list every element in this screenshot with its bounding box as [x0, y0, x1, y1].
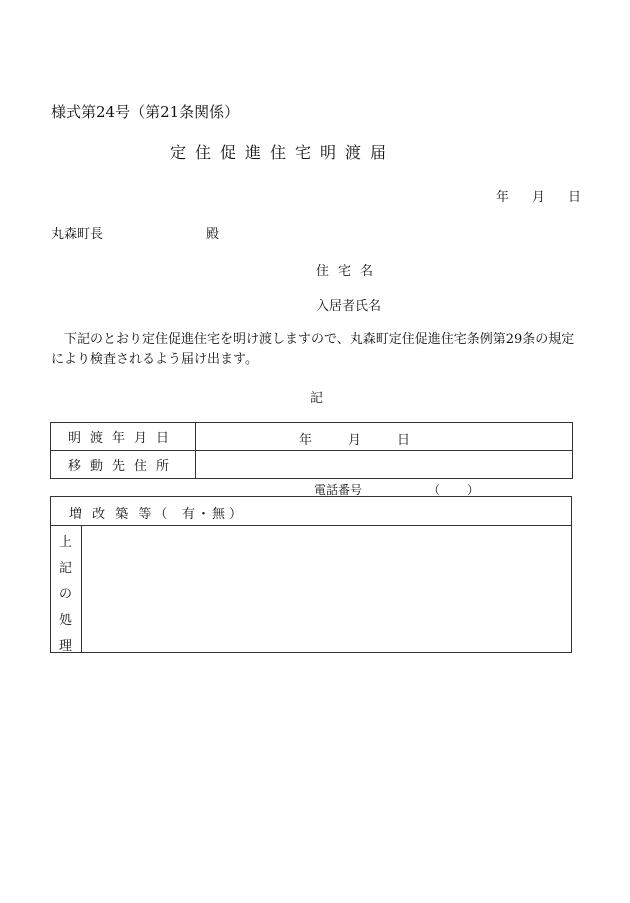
processing-char: の	[59, 587, 73, 602]
date-month-label: 月	[532, 190, 546, 205]
renovation-box	[50, 496, 572, 653]
processing-char: 処	[59, 613, 73, 628]
processing-char: 上	[59, 535, 73, 550]
move-out-date-field[interactable]	[196, 423, 573, 451]
date-day-label: 日	[568, 190, 582, 205]
move-out-month: 月	[348, 433, 362, 448]
date-year-label: 年	[496, 190, 510, 205]
renovation-options[interactable]: 有・無	[182, 507, 228, 522]
renovation-header	[51, 497, 571, 526]
processing-char: 記	[59, 561, 73, 576]
page-title: 定住促進住宅明渡届	[170, 143, 396, 162]
addressee-suffix: 殿	[206, 227, 220, 242]
phone-paren-close: ）	[467, 483, 480, 497]
new-address-row	[51, 451, 573, 479]
renovation-close: ）	[229, 507, 243, 522]
move-out-date-label: 明渡年月日	[51, 423, 196, 451]
move-out-year: 年	[299, 433, 313, 448]
move-out-table	[50, 422, 573, 479]
body-text: 下記のとおり定住促進住宅を明け渡しますので、丸森町定住促進住宅条例第29条の規定により検査されるよう届け出ます。	[51, 332, 575, 367]
new-address-label: 移動先住所	[51, 451, 196, 479]
addressee: 丸森町長	[51, 227, 104, 242]
processing-char: 理	[59, 639, 73, 654]
processing-label	[51, 525, 82, 652]
housing-name-label: 住宅名	[316, 264, 383, 279]
ki-heading: 記	[310, 391, 324, 406]
occupant-name-label: 入居者氏名	[316, 299, 382, 314]
move-out-day: 日	[397, 433, 411, 448]
phone-label: 電話番号	[314, 483, 363, 497]
new-address-field[interactable]	[196, 451, 573, 479]
move-out-date-row	[51, 423, 573, 451]
renovation-label: 増 改 築 等（	[69, 507, 171, 522]
phone-paren-open: （	[428, 483, 441, 497]
form-number: 様式第24号（第21条関係）	[51, 103, 240, 121]
